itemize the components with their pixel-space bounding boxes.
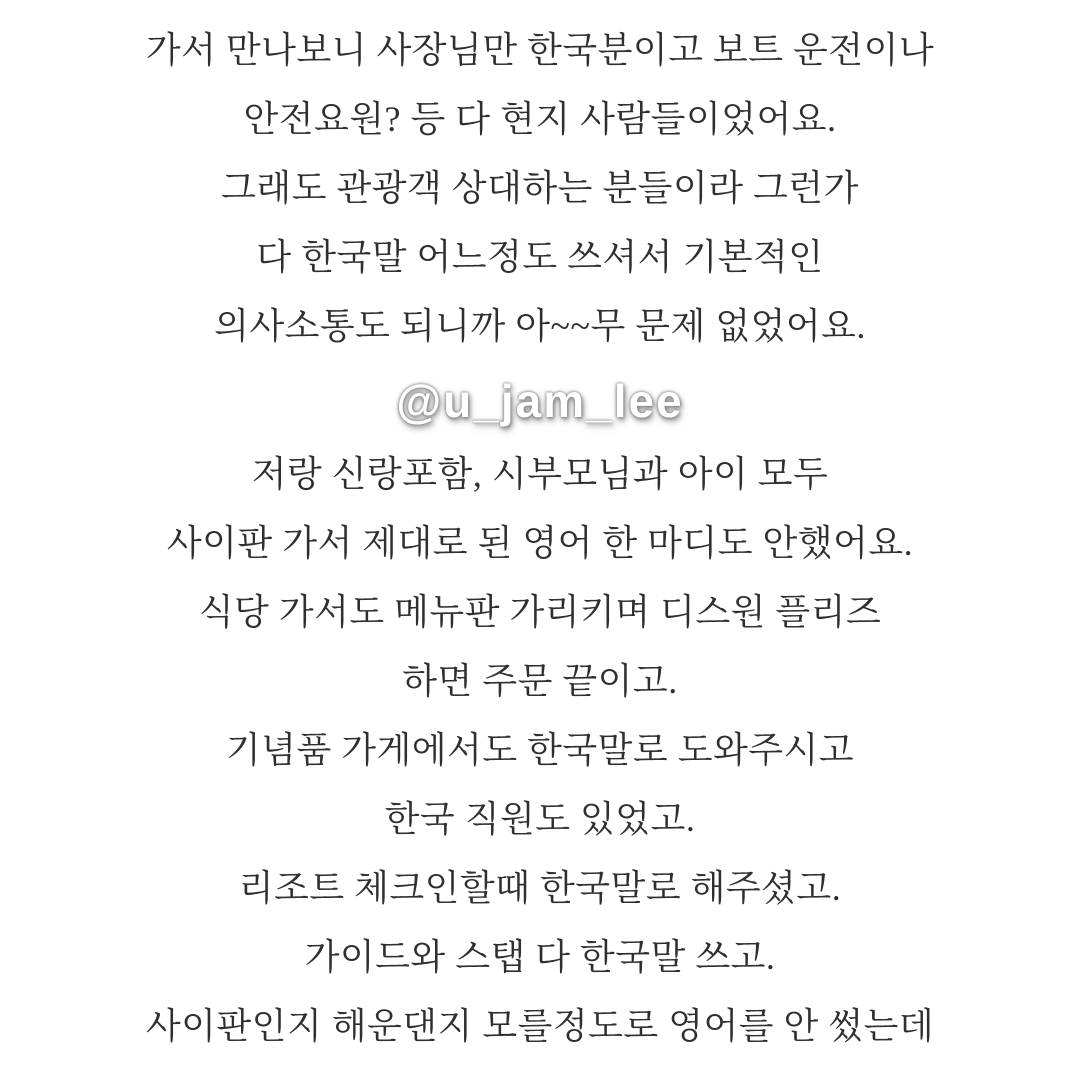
watermark-username: @u_jam_lee (396, 374, 684, 427)
text-line: 하면 주문 끝이고. (402, 661, 678, 701)
text-line: 의사소통도 되니까 아~~무 문제 없었어요. (214, 306, 866, 346)
text-line: 그래도 관광객 상대하는 분들이라 그런가 (221, 168, 859, 208)
text-line: 가이드와 스탭 다 한국말 쓰고. (304, 937, 776, 977)
text-line: 가서 만나보니 사장님만 한국분이고 보트 운전이나 (145, 30, 935, 70)
text-line: 사이판인지 해운댄지 모를정도로 영어를 안 썼는데 (145, 1006, 935, 1046)
text-line: 한국 직원도 있었고. (384, 799, 696, 839)
watermark-row (0, 361, 1080, 440)
text-line: 기념품 가게에서도 한국말로 도와주시고 (225, 730, 855, 770)
text-line: 식당 가서도 메뉴판 가리키며 디스원 플리즈 (198, 592, 882, 632)
text-line: 다 한국말 어느정도 쓰셔서 기본적인 (256, 237, 824, 277)
text-line: 사이판 가서 제대로 된 영어 한 마디도 안했어요. (166, 523, 914, 563)
text-line: 저랑 신랑포함, 시부모님과 아이 모두 (251, 454, 829, 494)
text-line: 안전요원? 등 다 현지 사람들이었어요. (243, 99, 837, 139)
text-line: 리조트 체크인할때 한국말로 해주셨고. (238, 868, 842, 908)
